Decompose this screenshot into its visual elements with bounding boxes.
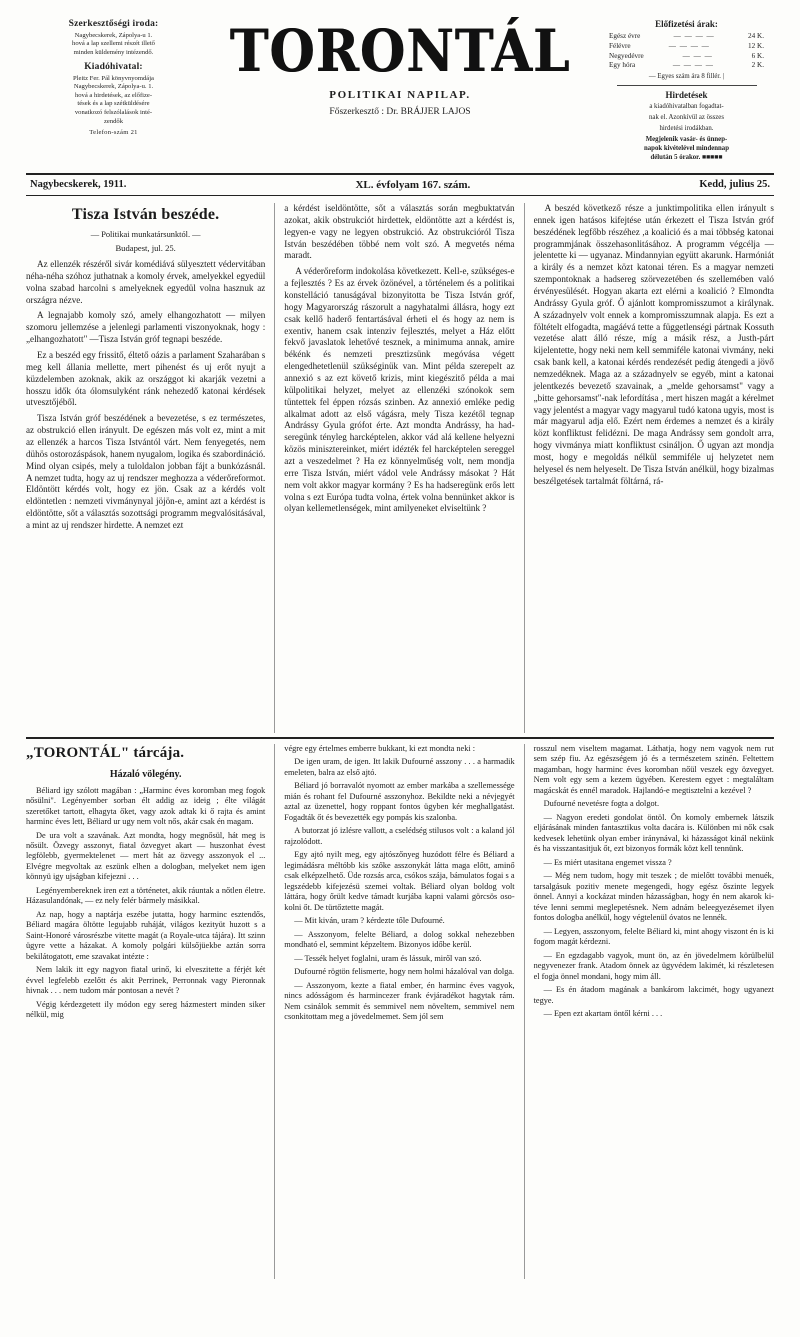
publishing-office-line-6: zendők xyxy=(103,117,124,125)
price-dots: — — — xyxy=(682,51,713,60)
advertisements-line-1: a kiadóhivatalban fogadtat- xyxy=(649,102,724,110)
advertisements-line-2: nak el. Azonkívül az összes xyxy=(649,113,724,121)
feuilleton-title: Házaló völegény. xyxy=(109,768,182,780)
publication-schedule-line-2: napok kivételével mindennap xyxy=(644,145,729,153)
feuilleton-paragraph: — Még nem tudom, hogy mit teszek ; de mielőtt további menuék, tarsalgásuk pozitiv menete megengedi, hogy egész őszinte legyek önnel. Annyi a kockázat minden házasságban, hogy én nem akarok kitéve lenni semmi meglepetésnek. Nem adnám beleegyezésemet ilyen fontos dologba anélkül, hogy végtelenül óvatos ne lennék. xyxy=(533,871,774,923)
feuilleton-paragraph: rosszul nem viseltem magamat. Láthatja, hogy nem vagyok nem rut sem szép fiu. Az egészségem jó és a természetem szinén. Feltettem magamban, hogy harminc éves koromban nőül veszek egy özvegyet. Nem volt egy sem a kezem ügyében. Kerestem egyet : megtaláltam magácskát és ennél maradok. Hajlandó-e megtisztelni a kezével ? xyxy=(533,743,774,795)
article-paragraph: Ez a beszéd egy frissitő, éltető oázis a parlament Szaharában s meg kell állania mellette, mert pihenést és uj erőt nyujt a küzdelemben azoknak, akik az országgot ki akarják vezetni a hosszu idők óta ólomsulyként ránk nehezedő katonai kérdések utvesztőjéből. xyxy=(26,350,266,408)
price-value: 12 K. xyxy=(748,41,764,50)
editorial-office-line-1: Nagybecskerek, Zápolya-u 1. xyxy=(74,31,153,39)
feuilleton-paragraph: — Asszonyom, kezte a fiatal ember, én harminc éves vagyok, nincs adósságom és harmincezer frank évjáradékot hagytak rám. Nem csinálok semmit és semmivel nem növeltem, semmivel nem csonkitottam meg a jövedelmemet. Sem jól sem xyxy=(284,980,515,1022)
article-paragraph: A beszéd következő része a junktimpolitika ellen irányult s ennek igen hatásos kifejtése után érkezett el Tisza István gróf beszédének legfőbb részéhez ,a koalició és a mai többség katonai programmjának összehasonlitásához. A programm végcélja — jelentette ki — ugyanaz. Mindannyian együtt akarunk. Harmóniát a király és a nemzet közt katonai téren. Es a magyar nemzeti szempontoknak a hadsereg szörvezetében és szellemében való érvényesülését. Hogyan akarta ezt elérni a koalició ? Elmondta Andrássy Gyula gróf. Ő ajánlott kompromisszumot a királynak. A századnyelv volt ennek a kompromisszumnak alapja. Es ezt a föltételt elfogadta, magáévá tette a függetlenségi pártnak Kossuth vezetése alatt álló része, míg a másik rész, a Justh-párt kijelentette, hogy neki nem kell semmiféle katonai vivmány, neki csak bank kell, a katonai kérdés rendezését pedig átengedi a jövő nemzedéknek. Maga az a századnyelv se egyéb, mint a katonai jelentkezés bevezető szavainak, a „melde gehorsamst" vagy a „bitte gehorsamst"-nak lefordítása , mert hiszen magát a kérelmet vagy jelentést a magyar vagy magyarul tudó katona ugyis, most is már magyarul adja elő. Ezért nem érdemes a nemzet és a király közt konfliktust felidézni. De maga Andrássy sem gondolt arra, hogy vivmánya miatt konfliktust csináljon. Ő ugyan azt mondja most, hogy e megoldás nélkül semmiféle uj helyzetet nem helyesel és nem helyeselt. De Tisza István anélkül, hogy bizalmas beszélgetések tartalmát föltárná, rá- xyxy=(533,202,774,486)
masthead xyxy=(26,18,774,167)
feuilleton-column-1 xyxy=(26,744,275,1279)
editorial-office-title: Szerkesztőségi iroda: xyxy=(68,19,159,29)
feuilleton-paragraph: Béliard igy szólott magában : „Harminc éves koromban meg fogok nősülni". Legényember sorban élt addig az ideig ; élte világát szeretőket tartott, elhagyta őket, vagy azok adtak ki ő rajta és amint harminc éves lett, Béliard ur ugy nem volt nős, akár csak én magam. xyxy=(26,785,266,827)
feuilleton-paragraph: — Asszonyom, felelte Béliard, a dolog sokkal nehezebben mondható el, semmint képzeltem. Bizonyos időbe kerül. xyxy=(284,929,515,950)
feuilleton-paragraph: — Legyen, asszonyom, felelte Béliard ki, mint ahogy viszont én is ki fogom magát kérdezni. xyxy=(533,926,774,947)
price-value: 6 K. xyxy=(751,51,764,60)
editorial-office-line-3: minden küldemény intézendő. xyxy=(73,48,154,56)
advertisements-title: Hirdetések xyxy=(665,89,708,100)
telephone-number: Telefon-szám 21 xyxy=(89,129,138,137)
publishing-office-line-4: tések és a lap szétküldésére xyxy=(77,100,150,108)
feuilleton-paragraph: Az nap, hogy a naptárja eszébe jutatta, hogy harminc esztendős, Béliard magára öltötte legujabb ruháját, világos kezityüt huzott s a Saint-Honoré városrészbe vitette magát (a Royale-utca tájára). Itt szinn ügyre vette a házakat. A komoly polgári külsőjüekbe aztán sorra bekilátogatott, eme szavakat intézte : xyxy=(26,909,266,961)
issue-place-year: Nagybecskerek, 1911. xyxy=(30,179,127,191)
feuilleton-column-3 xyxy=(525,744,774,1279)
advertisements-line-3: hirdetési irodákban. xyxy=(659,124,714,132)
publication-schedule-line-1: Megjelenik vasár- és ünnep- xyxy=(645,136,728,144)
price-dots: — — — — xyxy=(668,41,710,50)
price-label: Félévre xyxy=(609,41,631,50)
article-column-2 xyxy=(275,203,524,733)
article-paragraph: A véderőreform indokolása következett. Kell-e, szükséges-e a fejlesztés ? Es az érvek özönével, a történelem és a politikai konstelláció tanuságával bizonyitotta be Tisza István gróf, hogy Magyarország rászorult a nagyhatalmi állásra, hogy ezt csak kellő haderő fentartásával érheti el és hogy az nem is exentiv, hanem csak intenziv fejlesztés, melyet a Ház előtt fekvő javaslatok lehetővé tesznek, a minimuma annak, amire békénk és nemzeti presztizsünk megóvása végett elengedhetetlenül szükséginük van. Mint példa szerepelt az annexió s az ezt követő krizis, mint kiegészitő példa a mai külpolitikai helyzet, melyet az ellenzéki szónokok sem tüntettek fel éppen rózsás szinben. Az annexió emléke pedig alkalmat adott az első vágásra, mely Tisza kezétől tegnap Andrássy Gyula grófot érte. Azt mondta Andrássy, ha hadseregünk tényleg harcképtelen, akkor vád alá kellene helyezni közös minisztereinket, miért idézték fel harcképtelen sereggel azt a veszedelmet ? Ha ez könnyelműség volt, nem mondja erre Tisza István, miért vádol vele Andrássy másokat ? Hát nem volt akkor magyar kormány ? Es ha hadseregünk erős lett volna s ezt Európa tudta volna, értek volna bennünket akkor is olyan kellemetlenségek, mint amilyeneket elviseltünk ? xyxy=(284,266,515,514)
paper-title: TORONTÁL xyxy=(229,17,571,86)
feuilleton-paragraph: — Es én átadom magának a bankárom lakcimét, hogy ugyanezt tegye. xyxy=(533,985,774,1005)
article-paragraph: Az ellenzék részéről sivár komédiává sülyesztett védervitában néha-néha szóhoz juthatnak a komoly érvek, amelyekkel egyedül volna szabad harcolni s amelyeknek egyedül volna hasznuk az országra nézve. xyxy=(26,259,266,305)
article-column-3 xyxy=(525,203,774,733)
feuilleton-column-2 xyxy=(275,744,524,1279)
single-copy-price: — Egyes szám ára 8 fillér. | xyxy=(648,73,725,81)
paper-subtitle: POLITIKAI NAPILAP. xyxy=(329,89,471,102)
publication-schedule-line-3: délután 5 órakor. ■■■■■ xyxy=(650,154,723,162)
article-dateline: Budapest, jul. 25. xyxy=(115,242,176,253)
publishing-office-line-5: vonatkozó felszólalások inté- xyxy=(74,109,153,116)
issue-volume-number: XL. évfolyam 167. szám. xyxy=(355,178,471,191)
price-label: Egész évre xyxy=(609,32,641,41)
feuilleton-paragraph: — Mit kiván, uram ? kérdezte tőle Dufourné. xyxy=(294,916,445,926)
feuilleton-paragraph: Nem lakik itt egy nagyon fiatal urinő, ki elveszitette a férjét két évvel legfelebb ezelőtt és akit Perrinek, Perronnak vagy Pieronnak hivnak . . . nem tudom már pontosan a nevét ? xyxy=(26,965,266,996)
price-row xyxy=(599,32,774,42)
article-paragraph: A legnajabb komoly szó, amely elhangozhatott — milyen szomoru jellemzése a jelenlegi parlamenti viszonyoknak, hogy : „elhangozhatott" —Tisza István gróf tegnapi beszéde. xyxy=(26,310,266,345)
feuilleton-divider xyxy=(26,737,774,739)
subscription-prices-title: Előfizetési árak: xyxy=(655,19,718,29)
main-article xyxy=(26,203,774,733)
editor-in-chief: Főszerkesztő : Dr. BRÁJJER LAJOS xyxy=(329,107,471,118)
masthead-left-block xyxy=(26,18,201,138)
publishing-office-line-2: Nagybecskerek, Zápolya-u. 1. xyxy=(73,83,154,91)
feuilleton-paragraph: Béliard jó borravalót nyomott az ember markába a szellemessége mián és rohant fel Dufourné asszonyhoz. Bekildte neki a névjegyét aztal az üzenettel, hogy roppant fontos ügyben kér meghallgatást. Fogadták őt és bevezették egy pompás kis szalonba. xyxy=(284,781,515,822)
feuilleton-section xyxy=(26,744,774,1279)
issue-info-bar xyxy=(26,173,774,196)
editorial-office-line-2: hová a lap szellemi részét illető xyxy=(72,40,155,48)
publishing-office-line-3: hová a hirdetések, az előfize- xyxy=(74,91,153,99)
price-value: 2 K. xyxy=(751,61,764,70)
issue-date: Kedd, julius 25. xyxy=(699,179,770,191)
feuilleton-paragraph: De igen uram, de igen. Itt lakik Dufourné asszony . . . a harmadik emeleten, balra az első ajtó. xyxy=(284,757,515,777)
article-paragraph: a kérdést iseldöntötte, sőt a választás során megbuktatván azokat, akik obstrukciót hirdettek, eldöntötte azt a kérdést is, legyen-e vagy ne legyen obstrukció. Az obstrukcióról Tisza István beszédében többé nem volt szó. A megvetés néma maradt. xyxy=(284,202,515,261)
price-row xyxy=(599,42,774,52)
feuilleton-heading: „TORONTÁL" tárcája. xyxy=(26,744,185,761)
price-dots: — — — — xyxy=(673,32,715,41)
masthead-right-block xyxy=(599,18,774,163)
masthead-center-block xyxy=(201,18,599,117)
article-byline: — Politikai munkatársunktól. — xyxy=(90,229,201,239)
feuilleton-paragraph: — En egzdagabb vagyok, munt ön, az én jövedelmem körülbelül negyvenezer frank. Atadom önnek az ügyvédem lakimét, ki részletesen el fogja önnel mondani, hogy mim áll. xyxy=(533,950,774,981)
feuilleton-paragraph: — Epen ezt akartam öntől kérni . . . xyxy=(543,1009,663,1019)
feuilleton-paragraph: Egy ajtó nyilt meg, egy ajtószőnyeg huzódott félre és Béliard a legimádásra méltóbb kis szőke asszonykát látta maga előtt, aminő csak elképzelhető. Üde rozsás arca, csókos szája, bámulatos fogai s a legszédebb kifejezésü szemei voltak. Béliard olyan boldog volt láttára, hogy őrült kedve támadt kurjába kapni valami görcsös osokolni őt. De türtőztette magát. xyxy=(284,850,515,912)
price-value: 24 K. xyxy=(748,32,764,41)
article-paragraph: Tisza István gróf beszédének a bevezetése, s ez természetes, az obstrukció ellen irányult. De egészen más volt ez, mint a mit az ellenzék a harcos Tisza Istvántól várt. Nem fenyegetés, nem dühös ostorozáspások, hanem nyugalom, logika és szabordináció. Mind olyan csipés, mely a tuloldalon jobban fájt a bunkózásnál. A nemzet tudta, hogy az uj rendszer meghozza a véderőreformot. Eldöntött kérdés volt, hogy ez jön. Csak az a kérdés volt eldöntetlen : nemzeti vivmánynyal jöjön-e, amint azt a kérdést is eldöntötte, sőt a választás sozottsági programm megvalósitásával, a mint az uj rendszer hirdette. A nemzet ezt xyxy=(26,413,266,531)
feuilleton-paragraph: Végig kérdezgetett ily módon egy sereg házmestert minden siker nélkül, mig xyxy=(26,999,266,1020)
feuilleton-paragraph: — Tessék helyet foglalni, uram és lássuk, miről van szó. xyxy=(294,953,482,963)
feuilleton-paragraph: A butorzat jó izlésre vallott, a cselédség stilusos volt : a kaland jól rajzolódott. xyxy=(284,826,515,846)
feuilleton-paragraph: Dufourné rögtön felismerte, hogy nem holmi házalóval van dolga. xyxy=(294,967,515,977)
feuilleton-paragraph: Dufourné nevetésre fogta a dolgot. xyxy=(543,799,660,809)
price-label: Egy hóra xyxy=(609,61,636,70)
publishing-office-line-1: Pleitz Fer. Pál könyvnyomdája xyxy=(73,74,154,82)
feuilleton-paragraph: Legényembereknek iren ezt a történetet, akik ráuntak a nőtlen életre. Házasulandónak, — ez nely felér bármely másikkal. xyxy=(26,885,266,906)
publishing-office-title: Kiadóhivatal: xyxy=(84,62,143,73)
feuilleton-paragraph: — Es miért utasitana engemet vissza ? xyxy=(543,857,672,867)
divider-rule xyxy=(617,85,757,86)
price-dots: — — — — xyxy=(672,61,714,70)
feuilleton-paragraph: — Nagyon eredeti gondolat öntöl. Ön komoly embernek látszik eljárásának minden fantasztikus volta dacára is. Különben mi nők csak kedvesek lehetünk olyan ember iránynával, ki házasságot kinál nekünk és ha visszantasitjuk őt, ezt bizonyos formák közt kell tennünk. xyxy=(533,812,774,854)
price-row xyxy=(599,52,774,62)
article-headline: Tisza István beszéde. xyxy=(71,205,220,223)
price-label: Negyedévre xyxy=(609,51,644,60)
feuilleton-paragraph: végre egy értelmes emberre bukkant, ki ezt mondta neki : xyxy=(284,743,476,753)
article-column-1 xyxy=(26,203,275,733)
price-row xyxy=(599,61,774,71)
feuilleton-paragraph: De ura volt a szavának. Azt mondta, hogy megnősül, hát meg is nősült. Özvegy asszonyt, fiatal özvegyet akart — huszonhat évest legfölebb, gyermektelenet — mert hát az özvegy asszonyok el ... Elvégre megvoltak az eszünk elhen a dologban, melyeket nem igen könnyü igy ujságban kifejezni . . . xyxy=(26,830,266,882)
